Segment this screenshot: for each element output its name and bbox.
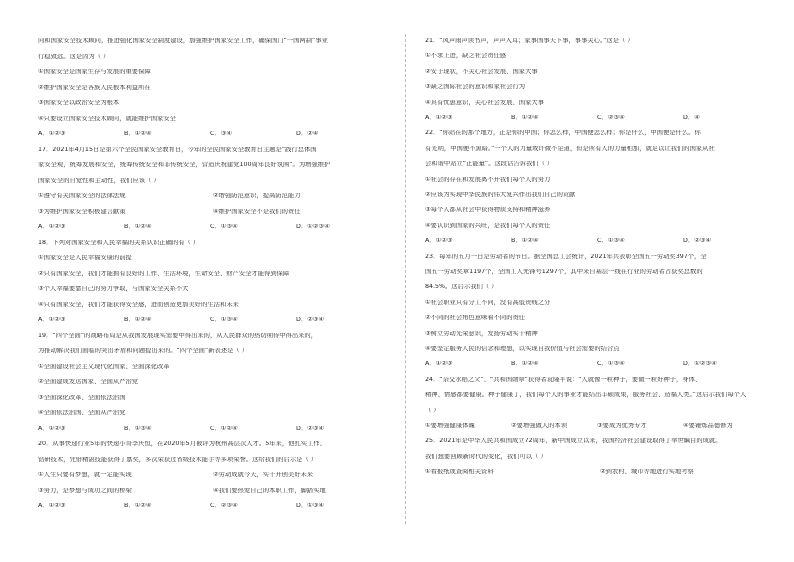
text-line: ②全面建成发达国家、全面从严治党 (38, 379, 139, 385)
text-line: 18．下列对国家安全和人民幸福的关系认识正确的有（ ） (38, 239, 200, 246)
option-text: B．①②④ (511, 361, 539, 368)
text-line: 23．每年的五月一日是劳动者的节日。据全国总工会统计，2021年共表彰全国五一劳动奖397个，全 (425, 253, 707, 260)
text-line: ②只有国家安全，我们才能拥有良好的工作、生活环境，生命安全、财产安全才能得到保障 (38, 270, 290, 277)
text-line: 84.5%。这启示我们（ ） (425, 284, 498, 291)
text-line: ①不求上进，缺乏社会责任感 (425, 53, 507, 60)
option-row (425, 423, 769, 429)
option-row (38, 209, 388, 215)
text-line: ④具有忧患意识，关心社会发展、国家大事 (425, 99, 544, 106)
option-text: ①看报纸或查阅相关资料 (425, 469, 494, 476)
option-text: ①遵守有关国家安全的法律法规 (38, 193, 126, 199)
option-text: B．①②④ (511, 238, 539, 245)
option-text: ④维护国家安全不是我们的责任 (213, 208, 301, 215)
text-line: ③个人幸福要靠自己的努力争取，与国家安全关系不大 (38, 286, 189, 292)
option-text: ③为维护国家安全积极建言献策 (38, 208, 126, 215)
text-line: ③全面深化改革、全面依法治国 (38, 394, 126, 401)
option-row (425, 469, 775, 475)
option-text: D．①②③④ (296, 224, 330, 230)
option-text: D．①②③④ (683, 361, 717, 368)
option-text: D．②③④ (683, 238, 712, 245)
option-text: ③要成为优秀专才 (597, 423, 647, 429)
text-line: 国家安全的自觉性和主动性，我们应该（ ） (38, 177, 160, 184)
option-text: ②要增强做人的本领 (511, 423, 568, 429)
option-text: A．①②③ (38, 317, 66, 323)
text-line: 为推动解决我们面临的突出矛盾和问题提出来的。“四个全面”新表述是（ ） (38, 348, 249, 354)
option-text: C．②③④ (597, 115, 625, 121)
text-line: ①社会职业只有分工不同，没有高低贵贱之分 (425, 299, 551, 306)
text-line: ③树立劳动光荣意识，发扬劳动实干精神 (425, 330, 538, 337)
text-line: 24．“杂交水稻之父”、“共和国勋章”获得者袁隆平说：“人就像一粒种子，要做一粒好种子，身体、 (425, 376, 702, 383)
option-text: A．①②③ (38, 425, 66, 432)
option-text: D．②④ (296, 131, 319, 137)
option-text: A．①②③ (425, 238, 453, 245)
option-text: A．①②③ (425, 361, 453, 368)
text-line: 22．“你站在的那个地方，正是你的中国；你怎么样，中国便怎么样；你是什么，中国便是什么。你 (425, 130, 701, 137)
text-line: ②安于现状，不关心社会发展、国家大事 (425, 68, 538, 75)
text-line: 有光明，中国便不黑暗。”一个人的力量或许微不足道，但是所有人的力量相加，就足以让我们的国家从社 (425, 145, 715, 152)
option-text: D．①③④ (296, 503, 325, 509)
text-line: ①国家安全是国家生存与发展的重要保障 (38, 69, 151, 75)
text-line: 问和国家安全技术顾问，推进强化国家安全制度建设，加强维护国家安全工作，确保国门“一国两制”事业 (38, 38, 328, 44)
option-text: B．①②④ (124, 317, 152, 323)
text-line: 20．从事快递行业5年的快递小哥李庆恒，在2020年5月被评为杭州高层次人才。5年来，他扎实工作、 (38, 441, 326, 447)
option-text: ②到农村、城市等地进行实地考察 (600, 469, 694, 476)
option-text: C．①③④ (597, 238, 625, 245)
text-line: 25．2021年是中华人民共和国成立72周年，新中国成立以来，我国经济社会建设取得了举世瞩目的成就。 (425, 438, 722, 445)
text-line: 国五一劳动奖章1197个，全国工人先锋号1297个，其中来自基层一线在行业的劳动者占获奖总数的 (425, 269, 703, 275)
option-text: A．①②③ (38, 131, 66, 137)
option-text: C．①③④ (597, 361, 625, 368)
option-text: D．②③④ (296, 317, 325, 323)
option-text: B．①②④ (124, 503, 152, 509)
column-divider (405, 34, 406, 524)
option-text: B．①②④ (124, 131, 152, 137)
option-row (425, 361, 769, 367)
text-line: ②应该为实现中华民族的伟大复兴作出我们自己的贡献 (425, 192, 576, 198)
text-line: ③国家安全以政治安全为根本 (38, 100, 120, 106)
option-text: A．①②③ (425, 115, 453, 121)
text-line: ①国家安全是人民幸福安康的前提 (38, 255, 132, 261)
option-text: ④要锤炼品德修为 (683, 423, 733, 429)
option-row (38, 193, 388, 199)
text-line: 我们想要回顾新时代的变化，我们可以（ ） (425, 453, 547, 460)
option-text: B．①③④ (124, 425, 152, 432)
option-row (38, 472, 388, 478)
text-line: ④全面依法治国、全面从严治党 (38, 410, 126, 416)
text-line: ①全面建设社会主义现代化国家、全面深化改革 (38, 363, 170, 370)
text-line: 17．2021年4月15日是第六个全民国家安全教育日，今年的全民国家安全教育日主题是“践行总体国 (38, 146, 317, 153)
option-text: C．①②④ (210, 425, 238, 432)
text-line: ④要认识到国家的兴旺，是我们每个人的责任 (425, 222, 551, 229)
text-line: 精神、情感都要健康。种子健康了，我们每个人的事业才能结出丰硕成果，服务社会、造福人类。”这启示我们每个人 (425, 392, 747, 399)
text-line: ③每个人都从社会中获得物质支持和精神滋养 (425, 207, 551, 214)
option-text: ②劳动成就今天，实干开创美好未来 (213, 472, 314, 478)
option-text: A．①②③ (38, 224, 66, 230)
option-text: C．③④ (210, 131, 232, 137)
text-line: 行稳致远。这是因为（ ） (38, 53, 110, 60)
text-line: ①社会的存在和发展离不开我们每个人的努力 (425, 176, 551, 183)
option-text: D．④ (683, 115, 700, 121)
text-line: ③缺乏国际社会的意识和家社会行为 (425, 84, 526, 91)
text-line: ④只要设立国家安全技术顾问，就能维护国家安全 (38, 115, 176, 122)
option-row (38, 317, 382, 323)
text-line: ④只有国家安全，我们才能获得安全感，进而创造更加美好的生活和未来 (38, 301, 239, 308)
option-text: C．①③④ (210, 317, 238, 323)
option-row (38, 488, 388, 494)
option-text: ④我们要热爱自己的本职工作，脚踏实地 (213, 487, 326, 494)
text-line: ④要坚定服务人民的信念和理想，以实现自我价值与社会需要的结合点 (425, 346, 620, 352)
option-text: C．①③④ (210, 224, 238, 230)
option-row (38, 224, 382, 230)
option-row (38, 426, 382, 432)
option-text: ②增强防范意识，提高防范能力 (213, 193, 301, 199)
text-line: 21．“风声雨声读书声，声声入耳；家事国事天下事，事事关心。”这是（ ） (425, 38, 634, 44)
text-line: 钻研技术，凭借精湛技能获得了嘉奖，多次荣获过省级技术能手等多项荣誉。这给我们的启示是（ ） (38, 456, 318, 463)
option-text: ③努力，是梦想与成功之间的桥梁 (38, 487, 132, 494)
option-text: C．②③④ (210, 503, 238, 509)
text-line: ②不同的社会角色意味着不同的责任 (425, 315, 526, 322)
text-line: 会和谐中站立“正能量”。这段话告诉我们（ ） (425, 161, 554, 168)
option-text: D．②③④ (296, 425, 325, 432)
option-text: B．①②④ (511, 115, 539, 121)
option-text: B．①②④ (124, 224, 152, 230)
option-text: ①要增强健康体魄 (425, 423, 475, 429)
text-line: 19．“四个全面”的战略布局是从我国发展现实需要中得出来的，从人民群众的热切期待中得出来的， (38, 332, 318, 339)
option-row (38, 503, 382, 509)
text-line: 家安全观，统筹发展和安全，统筹传统安全和非传统安全，营造庆祝建党100周年良好氛围”。为增强维护 (38, 162, 331, 168)
option-row (38, 131, 382, 137)
option-row (425, 238, 769, 244)
option-text: A．①②③ (38, 503, 66, 509)
option-text: ①人生只要有梦想，就一定能实现 (38, 472, 132, 478)
text-line: ②维护国家安全是各族人民根本利益所在 (38, 84, 151, 91)
option-row (425, 115, 769, 121)
text-line: （ ） (425, 407, 440, 414)
